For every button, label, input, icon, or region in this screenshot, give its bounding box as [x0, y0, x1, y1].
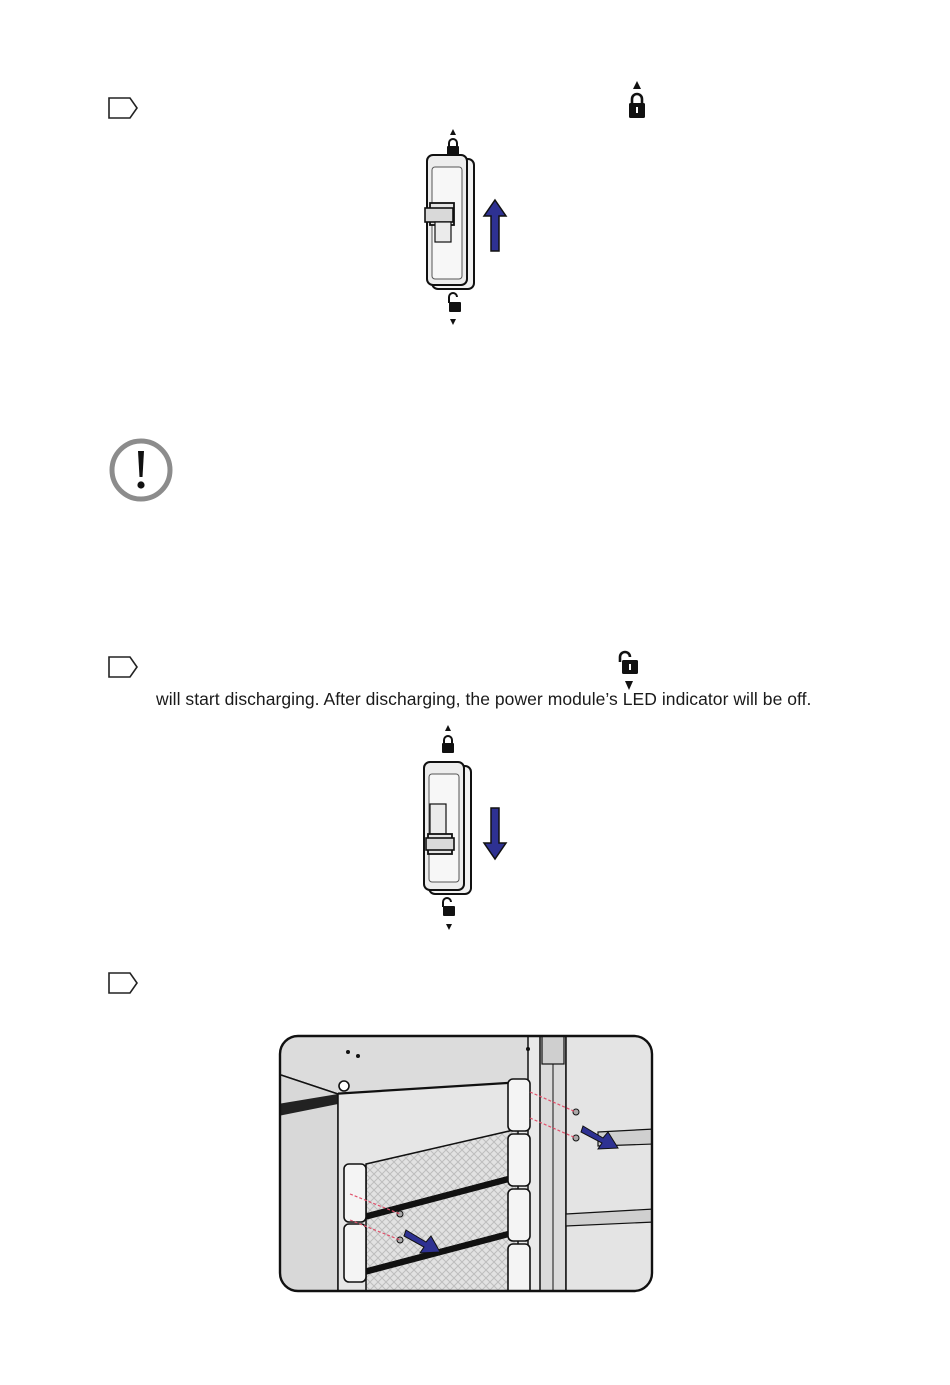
step-2-text: will start discharging. After discharging, the power module’s LED indicator will be off.	[156, 689, 812, 709]
step-3-marker-icon	[108, 972, 138, 994]
unlock-bottom-icon	[443, 898, 455, 930]
lock-up-icon	[626, 80, 648, 122]
unlock-down-icon	[616, 650, 640, 692]
arrow-down-icon	[482, 806, 508, 862]
exclamation-circle-icon	[108, 437, 174, 503]
step-1-marker-icon	[108, 97, 138, 119]
lock-top-icon	[447, 129, 459, 156]
step-2-marker-icon	[108, 656, 138, 678]
module-removal-illustration	[278, 1034, 654, 1294]
unlock-bottom-icon	[449, 293, 461, 325]
lock-top-icon	[442, 725, 454, 753]
arrow-up-icon	[482, 198, 508, 254]
